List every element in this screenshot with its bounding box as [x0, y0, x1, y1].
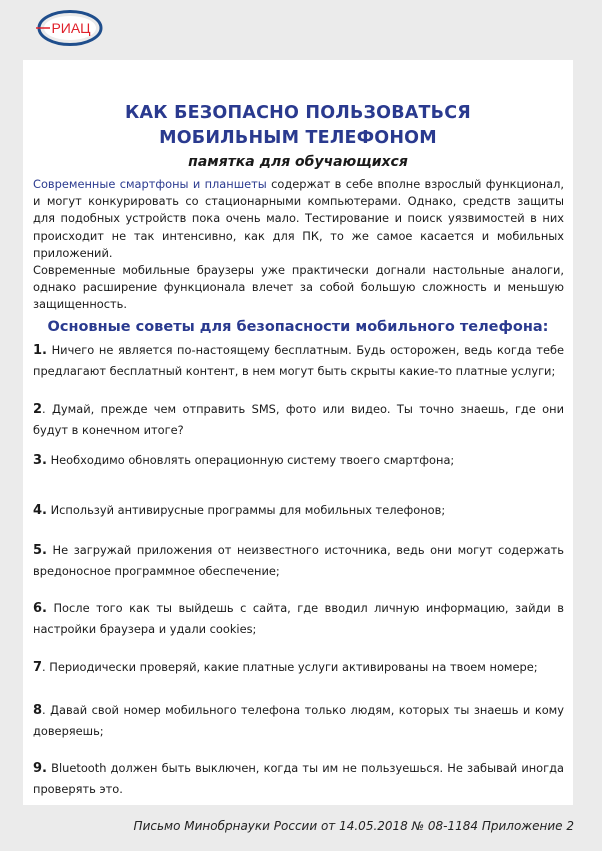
tip-text: После того как ты выйдешь с сайта, где вводил личную информацию, зайди в настройки браузера и удали cookies; — [33, 601, 564, 636]
intro-text — [33, 176, 564, 314]
tip-text: Используй антивирусные программы для мобильных телефонов; — [46, 503, 446, 517]
intro-paragraph-2: Современные мобильные браузеры уже практически догнали настольные аналоги, однако расширение функционала влечет за собой большую сложность и меньшую защищенность. — [33, 263, 564, 312]
tip-item — [33, 450, 564, 471]
tip-text: Необходимо обновлять операционную систему твоего смартфона; — [46, 453, 455, 467]
tip-number: 9. — [33, 761, 47, 776]
tip-text: . Периодически проверяй, какие платные услуги активированы на твоем номере; — [42, 660, 538, 674]
tip-item — [33, 500, 564, 521]
tip-number: 7 — [33, 660, 43, 675]
intro-paragraph-1-text: содержат в себе вполне взрослый функционал, и могут конкурировать со стационарными компьютерами. Однако, средств защиты для подобных устройств пока очень мало. Тестирование и поиск уязвимостей в них происходит не так интенсивно, как для ПК, то же самое касается и мобильных приложений. — [33, 177, 565, 260]
tip-item — [33, 700, 564, 742]
document-title-line2: МОБИЛЬНЫМ ТЕЛЕФОНОМ — [159, 128, 437, 148]
tip-text: Bluetooth должен быть выключен, когда ты им не пользуешься. Не забывай иногда проверять это. — [33, 761, 564, 796]
tip-number: 2 — [33, 402, 43, 417]
tip-item — [33, 399, 564, 441]
riac-logo — [36, 9, 104, 47]
document-subtitle: памятка для обучающихся — [188, 154, 408, 170]
tip-text: . Думай, прежде чем отправить SMS, фото или видео. Ты точно знаешь, где они будут в конечном итоге? — [33, 402, 564, 437]
document-title-line1: КАК БЕЗОПАСНО ПОЛЬЗОВАТЬСЯ — [125, 103, 471, 123]
intro-highlight: Современные смартфоны и планшеты — [33, 177, 267, 191]
tips-heading: Основные советы для безопасности мобильного телефона: — [47, 319, 549, 335]
intro-paragraph-1 — [33, 176, 564, 262]
tip-item — [33, 758, 564, 800]
tip-number: 1. — [33, 343, 47, 358]
svg-text:РИАЦ: РИАЦ — [51, 20, 91, 36]
tip-number: 6. — [33, 601, 47, 616]
tip-number: 3. — [33, 453, 47, 468]
footer-reference: Письмо Минобрнауки России от 14.05.2018 № 08-1184 Приложение 2 — [133, 819, 574, 833]
tip-item — [33, 540, 564, 582]
tip-text: . Давай свой номер мобильного телефона только людям, которых ты знаешь и кому доверяешь; — [33, 703, 564, 738]
tip-number: 4. — [33, 503, 47, 518]
tip-text: Ничего не является по-настоящему бесплатным. Будь осторожен, ведь когда тебе предлагают бесплатный контент, в нем могут быть скрыты какие-то платные услуги; — [33, 343, 564, 378]
document-panel — [23, 60, 573, 805]
tip-item — [33, 598, 564, 640]
tip-number: 5. — [33, 543, 47, 558]
tip-item — [33, 657, 564, 678]
tip-text: Не загружай приложения от неизвестного источника, ведь они могут содержать вредоносное программное обеспечение; — [33, 543, 564, 578]
tip-item — [33, 340, 564, 382]
tip-number: 8 — [33, 703, 43, 718]
riac-logo-icon — [36, 9, 104, 47]
